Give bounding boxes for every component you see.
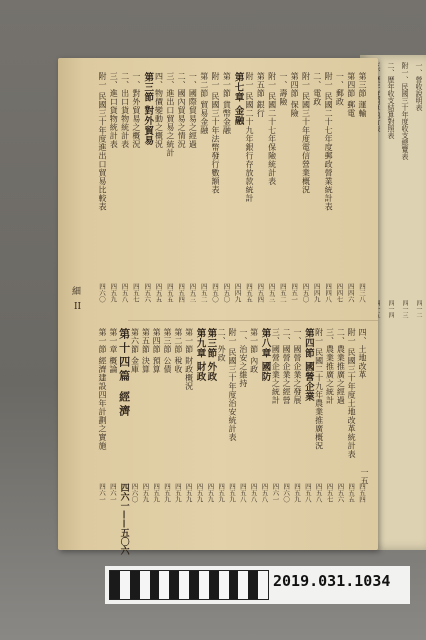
contents-page-number: 四五九 [109, 283, 118, 303]
contents-page-number: 四六一 [271, 483, 280, 503]
contents-entry: 第二節 貿易金融 [199, 72, 209, 135]
contents-page-number: 四五九 [217, 483, 226, 503]
contents-page-number: 四五〇 [211, 283, 220, 303]
contents-entry: 附一 民國三十年度電信營業概況 [301, 72, 311, 195]
contents-entry: 第五節 銀行 [256, 72, 266, 118]
contents-page-number: 四四九 [312, 283, 321, 303]
contents-entry: 三、農業推廣之統計 [325, 328, 335, 405]
contents-page-number: 四五九 [152, 483, 161, 503]
contents-heading: 第三節 對外貿易 [142, 72, 154, 146]
document-page [58, 58, 378, 555]
contents-entry: 第五節 決算 [141, 328, 151, 374]
contents-entry: 第三節 公債 [163, 328, 172, 374]
contents-entry: 附一 民國三十年度土地改革統計表 [347, 328, 357, 459]
contents-page-number: 四五九 [163, 483, 171, 503]
contents-page-number: 四五〇 [222, 283, 231, 303]
contents-entry: 一、治安之維持 [238, 328, 248, 388]
contents-page-number: 四五二 [278, 283, 287, 303]
contents-entry: 二、國內貿易之情況 [177, 72, 187, 149]
contents-page-number: 四四六 [346, 283, 355, 303]
checker-scale [109, 570, 269, 600]
contents-entry: 第四節 預算 [152, 328, 162, 374]
contents-entry: 第一章 概論 [108, 328, 118, 374]
contents-heading: 第七章 金融 [232, 72, 244, 126]
contents-heading: 第四節 國營企業 [302, 328, 314, 402]
strip-number: 四一四 [387, 300, 394, 318]
contents-page-number: 四四九 [233, 283, 242, 303]
strip-line: 二、歷年收支結算對照表 [387, 62, 395, 139]
contents-page-number: 四六〇 [282, 483, 291, 503]
strip-line: 附一、民國三十年度收支總覽表 [401, 62, 409, 160]
contents-page-number: 四六一 [98, 483, 106, 503]
contents-entry: 三、進出口貿易之統計 [165, 72, 175, 157]
contents-entry: 一、郵政 [335, 72, 345, 106]
contents-page-number: 四五九 [184, 483, 193, 503]
contents-page-number: 四六〇 [98, 283, 106, 303]
contents-entry: 二、電政 [312, 72, 322, 106]
contents-entry: 附一 民國二十七年度郵政營業統計表 [324, 72, 334, 212]
contents-entry: 四、物價變動之概況 [154, 72, 164, 149]
contents-entry: 第三節 運輸 [358, 72, 367, 118]
contents-page-number: 四五五 [165, 283, 174, 303]
contents-heading: 第八章 國防 [259, 328, 271, 382]
contents-entry: 一、壽險 [278, 72, 288, 106]
contents-entry: 附一 民國三十年度治安統計表 [228, 328, 237, 442]
contents-entry: 三、進口貨物統計表 [109, 72, 119, 149]
contents-page-number: 四五八 [249, 483, 258, 503]
contents-page-number: 四五八 [314, 483, 323, 503]
contents-entry: 三、國營企業之統計 [271, 328, 281, 405]
contents-page-number: 四五三 [267, 283, 276, 303]
contents-page-number: 四五四 [358, 483, 366, 503]
contents-page-number: 四五九 [141, 483, 150, 503]
contents-heading: 第十四篇 經濟 [117, 328, 131, 419]
contents-entry: 第二節 稅收 [173, 328, 183, 374]
contents-page-number: 四五二 [199, 283, 208, 303]
strip-line: 一、營收說明表 [415, 62, 423, 111]
contents-entry: 第一節 經濟建設四年計劃之實施 [98, 328, 107, 451]
contents-page-number: 四五九 [228, 483, 236, 503]
page-header-char: 細 [72, 287, 82, 297]
page-number: 一五 [360, 468, 369, 485]
contents-entry: 第四節 郵電 [346, 72, 356, 118]
contents-page-number: 四五五 [347, 483, 356, 503]
contents-entry: 附一 民國二十九年銀行存放款統計 [244, 72, 254, 203]
strip-number: 四一二 [415, 300, 422, 318]
contents-page-number: 四五六 [143, 283, 152, 303]
contents-page-number: 四五八 [303, 483, 312, 503]
contents-heading: 第九章 財政 [194, 328, 206, 382]
contents-page-number: 四五七 [131, 283, 140, 303]
contents-page-number: 四六一——五〇六 [118, 483, 129, 555]
contents-page-number: 四四八 [324, 283, 333, 303]
contents-entry: 一、國營企業之發展 [293, 328, 302, 405]
contents-page-number: 四五五 [244, 283, 253, 303]
contents-entry: 附一 民國二十七年保險統計表 [267, 72, 277, 186]
contents-entry: 第四節 保險 [290, 72, 300, 118]
contents-page-number: 四五八 [260, 483, 269, 503]
strip-number: 四一三 [401, 300, 408, 318]
contents-page-number: 四五四 [256, 283, 265, 303]
contents-entry: 一、對外貿易之概況 [131, 72, 141, 149]
contents-entry: 附一 民國二十九年農業推廣概況 [314, 328, 324, 451]
contents-page-number: 四六一 [108, 483, 117, 503]
contents-entry: 第六節 金庫 [130, 328, 140, 374]
contents-page-number: 四三八 [358, 283, 366, 303]
color-reference-card [105, 566, 410, 604]
contents-entry: 二、出口貨物統計表 [120, 72, 130, 149]
contents-entry: 二、外政 [217, 328, 227, 362]
contents-entry: 附一 民國三十年法幣發行數額表 [211, 72, 221, 195]
contents-page-number: 四五七 [325, 483, 334, 503]
contents-page-number: 四五八 [120, 283, 129, 303]
contents-entry: 第一節 貨幣金融 [222, 72, 232, 135]
contents-page-number: 四五九 [195, 483, 204, 503]
contents-entry: 四、土地改革 [358, 328, 367, 379]
contents-entry: 二、國營企業之經營 [282, 328, 292, 405]
contents-page-number: 四六〇 [130, 483, 139, 503]
contents-entry: 第一節 內政 [249, 328, 259, 374]
contents-page-number: 四五六 [336, 483, 345, 503]
contents-heading: 第三節 外政 [205, 328, 217, 382]
contents-page-number: 四五四 [177, 283, 186, 303]
page-header-roman: II [74, 302, 82, 312]
contents-page-number: 四五八 [238, 483, 247, 503]
contents-page-number: 四五〇 [301, 283, 310, 303]
contents-page-number: 四五五 [154, 283, 163, 303]
contents-page-number: 四五一 [290, 283, 299, 303]
contents-page-number: 四五九 [206, 483, 215, 503]
catalog-number: 2019.031.1034 [273, 572, 391, 590]
contents-page-number: 四五三 [188, 283, 197, 303]
contents-page-number: 四五九 [173, 483, 182, 503]
contents-entry: 一、國際貿易之經過 [188, 72, 198, 149]
contents-entry: 第一節 財政概況 [184, 328, 194, 391]
section-divider [128, 320, 378, 321]
contents-page-number: 四五九 [293, 483, 301, 503]
contents-page-number: 四四七 [335, 283, 344, 303]
contents-entry: 附一 民國三十年度進出口貿易比較表 [98, 72, 107, 212]
contents-entry: 二、農業推廣之經過 [336, 328, 346, 405]
